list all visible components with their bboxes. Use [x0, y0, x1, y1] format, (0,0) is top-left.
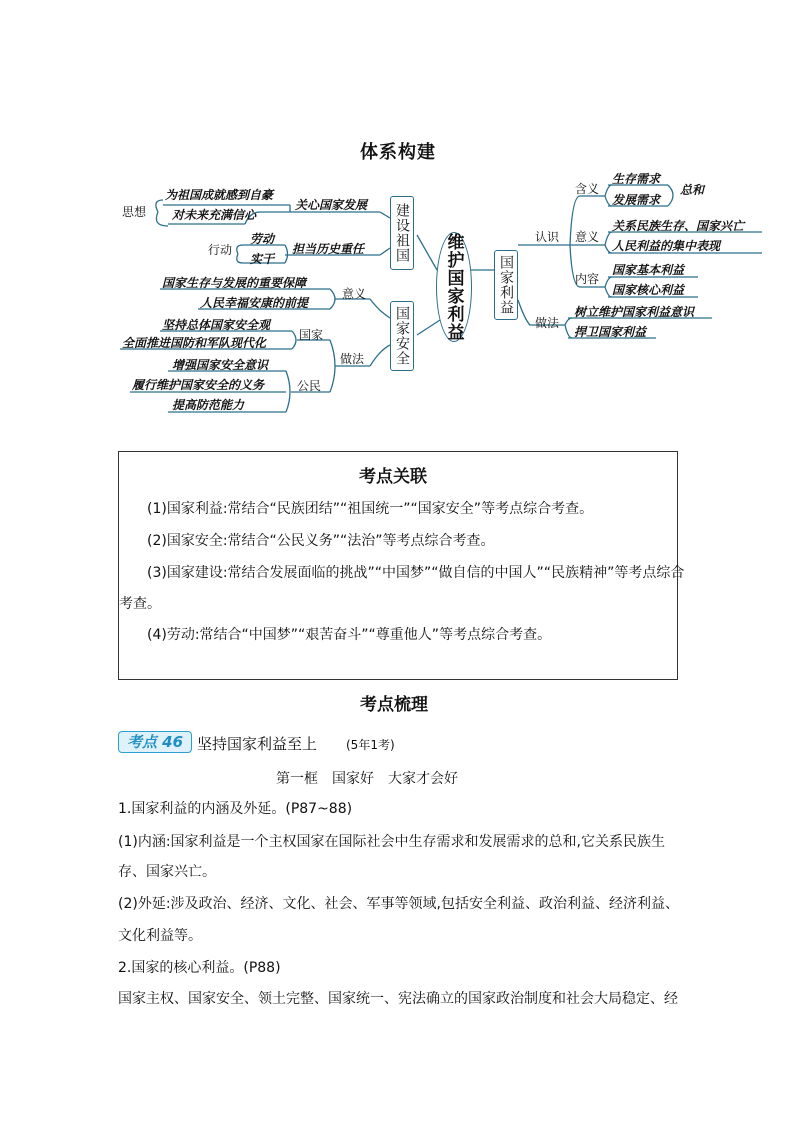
content-item-basic: 国家基本利益	[612, 263, 685, 277]
action-item-labor: 劳动	[250, 232, 275, 246]
exam-link-3-cont: 考查。	[119, 596, 161, 612]
national-security-box: 国家安全	[390, 301, 414, 371]
build-motherland-box: 建设祖国	[390, 196, 414, 270]
review-line-2: (1)内涵:国家利益是一个主权国家在国际社会中生存需求和发展需求的总和,它关系民族生	[118, 834, 665, 850]
security-meaning-item-1: 国家生存与发展的重要保障	[162, 276, 307, 290]
action-label: 行动	[208, 243, 233, 257]
interest-meaning-item-2: 人民利益的集中表现	[612, 239, 721, 253]
citizen-item-3: 提高防范能力	[172, 398, 245, 412]
content-label: 内容	[575, 272, 600, 286]
citizen-item-2: 履行维护国家安全的义务	[132, 378, 265, 392]
citizen-label: 公民	[297, 379, 322, 393]
frame-title: 第一框 国家好 大家才会好	[276, 771, 458, 787]
exam-link-3: (3)国家建设:常结合发展面临的挑战”“中国梦”“做自信的中国人”“民族精神”等考点综合	[147, 565, 685, 581]
review-line-7: 国家主权、国家安全、领土完整、国家统一、宪法确立的国家政治制度和社会大局稳定、经	[118, 991, 678, 1007]
exam-links-title: 考点关联	[359, 467, 427, 487]
section-title: 体系构建	[360, 142, 436, 163]
thought-item-2: 对未来充满信心	[172, 208, 257, 222]
exam-link-1: (1)国家利益:常结合“民族团结”“祖国统一”“国家安全”等考点综合考查。	[147, 501, 594, 517]
exam-review-title: 考点梳理	[360, 695, 428, 715]
know-label: 认识	[535, 230, 560, 244]
security-practice-label: 做法	[340, 352, 365, 366]
state-item-2: 全面推进国防和军队现代化	[122, 336, 267, 350]
security-meaning-label: 意义	[342, 287, 367, 301]
care-development-label: 关心国家发展	[295, 198, 368, 212]
interest-meaning-item-1: 关系民族生存、国家兴亡	[612, 219, 745, 233]
exam-links-box	[118, 451, 685, 680]
sum-label: 总和	[680, 183, 705, 197]
review-line-6: 2.国家的核心利益。(P88)	[118, 960, 281, 976]
review-line-4: (2)外延:涉及政治、经济、文化、社会、军事等领域,包括安全利益、政治利益、经济利益、	[118, 896, 679, 912]
exam-point-frequency: (5年1考)	[346, 738, 395, 752]
action-item-practice: 实干	[250, 252, 275, 266]
thought-label: 思想	[122, 205, 147, 219]
exam-link-4: (4)劳动:常结合“中国梦”“艰苦奋斗”“尊重他人”等考点综合考查。	[147, 627, 552, 643]
duty-label: 担当历史重任	[292, 242, 365, 256]
content-item-core: 国家核心利益	[612, 283, 685, 297]
exam-link-2: (2)国家安全:常结合“公民义务”“法治”等考点综合考查。	[147, 533, 495, 549]
exam-point-badge: 考点 46	[118, 731, 192, 753]
interest-practice-label: 做法	[535, 316, 560, 330]
connotation-label: 含义	[575, 182, 600, 196]
interest-meaning-label: 意义	[575, 230, 600, 244]
interest-practice-item-2: 捍卫国家利益	[574, 325, 647, 339]
review-line-5: 文化利益等。	[118, 928, 202, 944]
review-line-3: 存、国家兴亡。	[118, 864, 216, 880]
center-node: 维护国家利益	[436, 232, 472, 342]
interest-practice-item-1: 树立维护国家利益意识	[574, 305, 695, 319]
citizen-item-1: 增强国家安全意识	[172, 358, 269, 372]
review-line-1: 1.国家利益的内涵及外延。(P87~88)	[118, 801, 353, 817]
national-interest-box: 国家利益	[494, 250, 518, 320]
state-label: 国家	[299, 328, 324, 342]
connotation-item-development: 发展需求	[612, 193, 661, 207]
exam-point-topic: 坚持国家利益至上	[197, 735, 318, 753]
connotation-item-survival: 生存需求	[612, 172, 661, 186]
thought-item-1: 为祖国成就感到自豪	[165, 188, 274, 202]
state-item-1: 坚持总体国家安全观	[162, 318, 271, 332]
security-meaning-item-2: 人民幸福安康的前提	[200, 296, 309, 310]
